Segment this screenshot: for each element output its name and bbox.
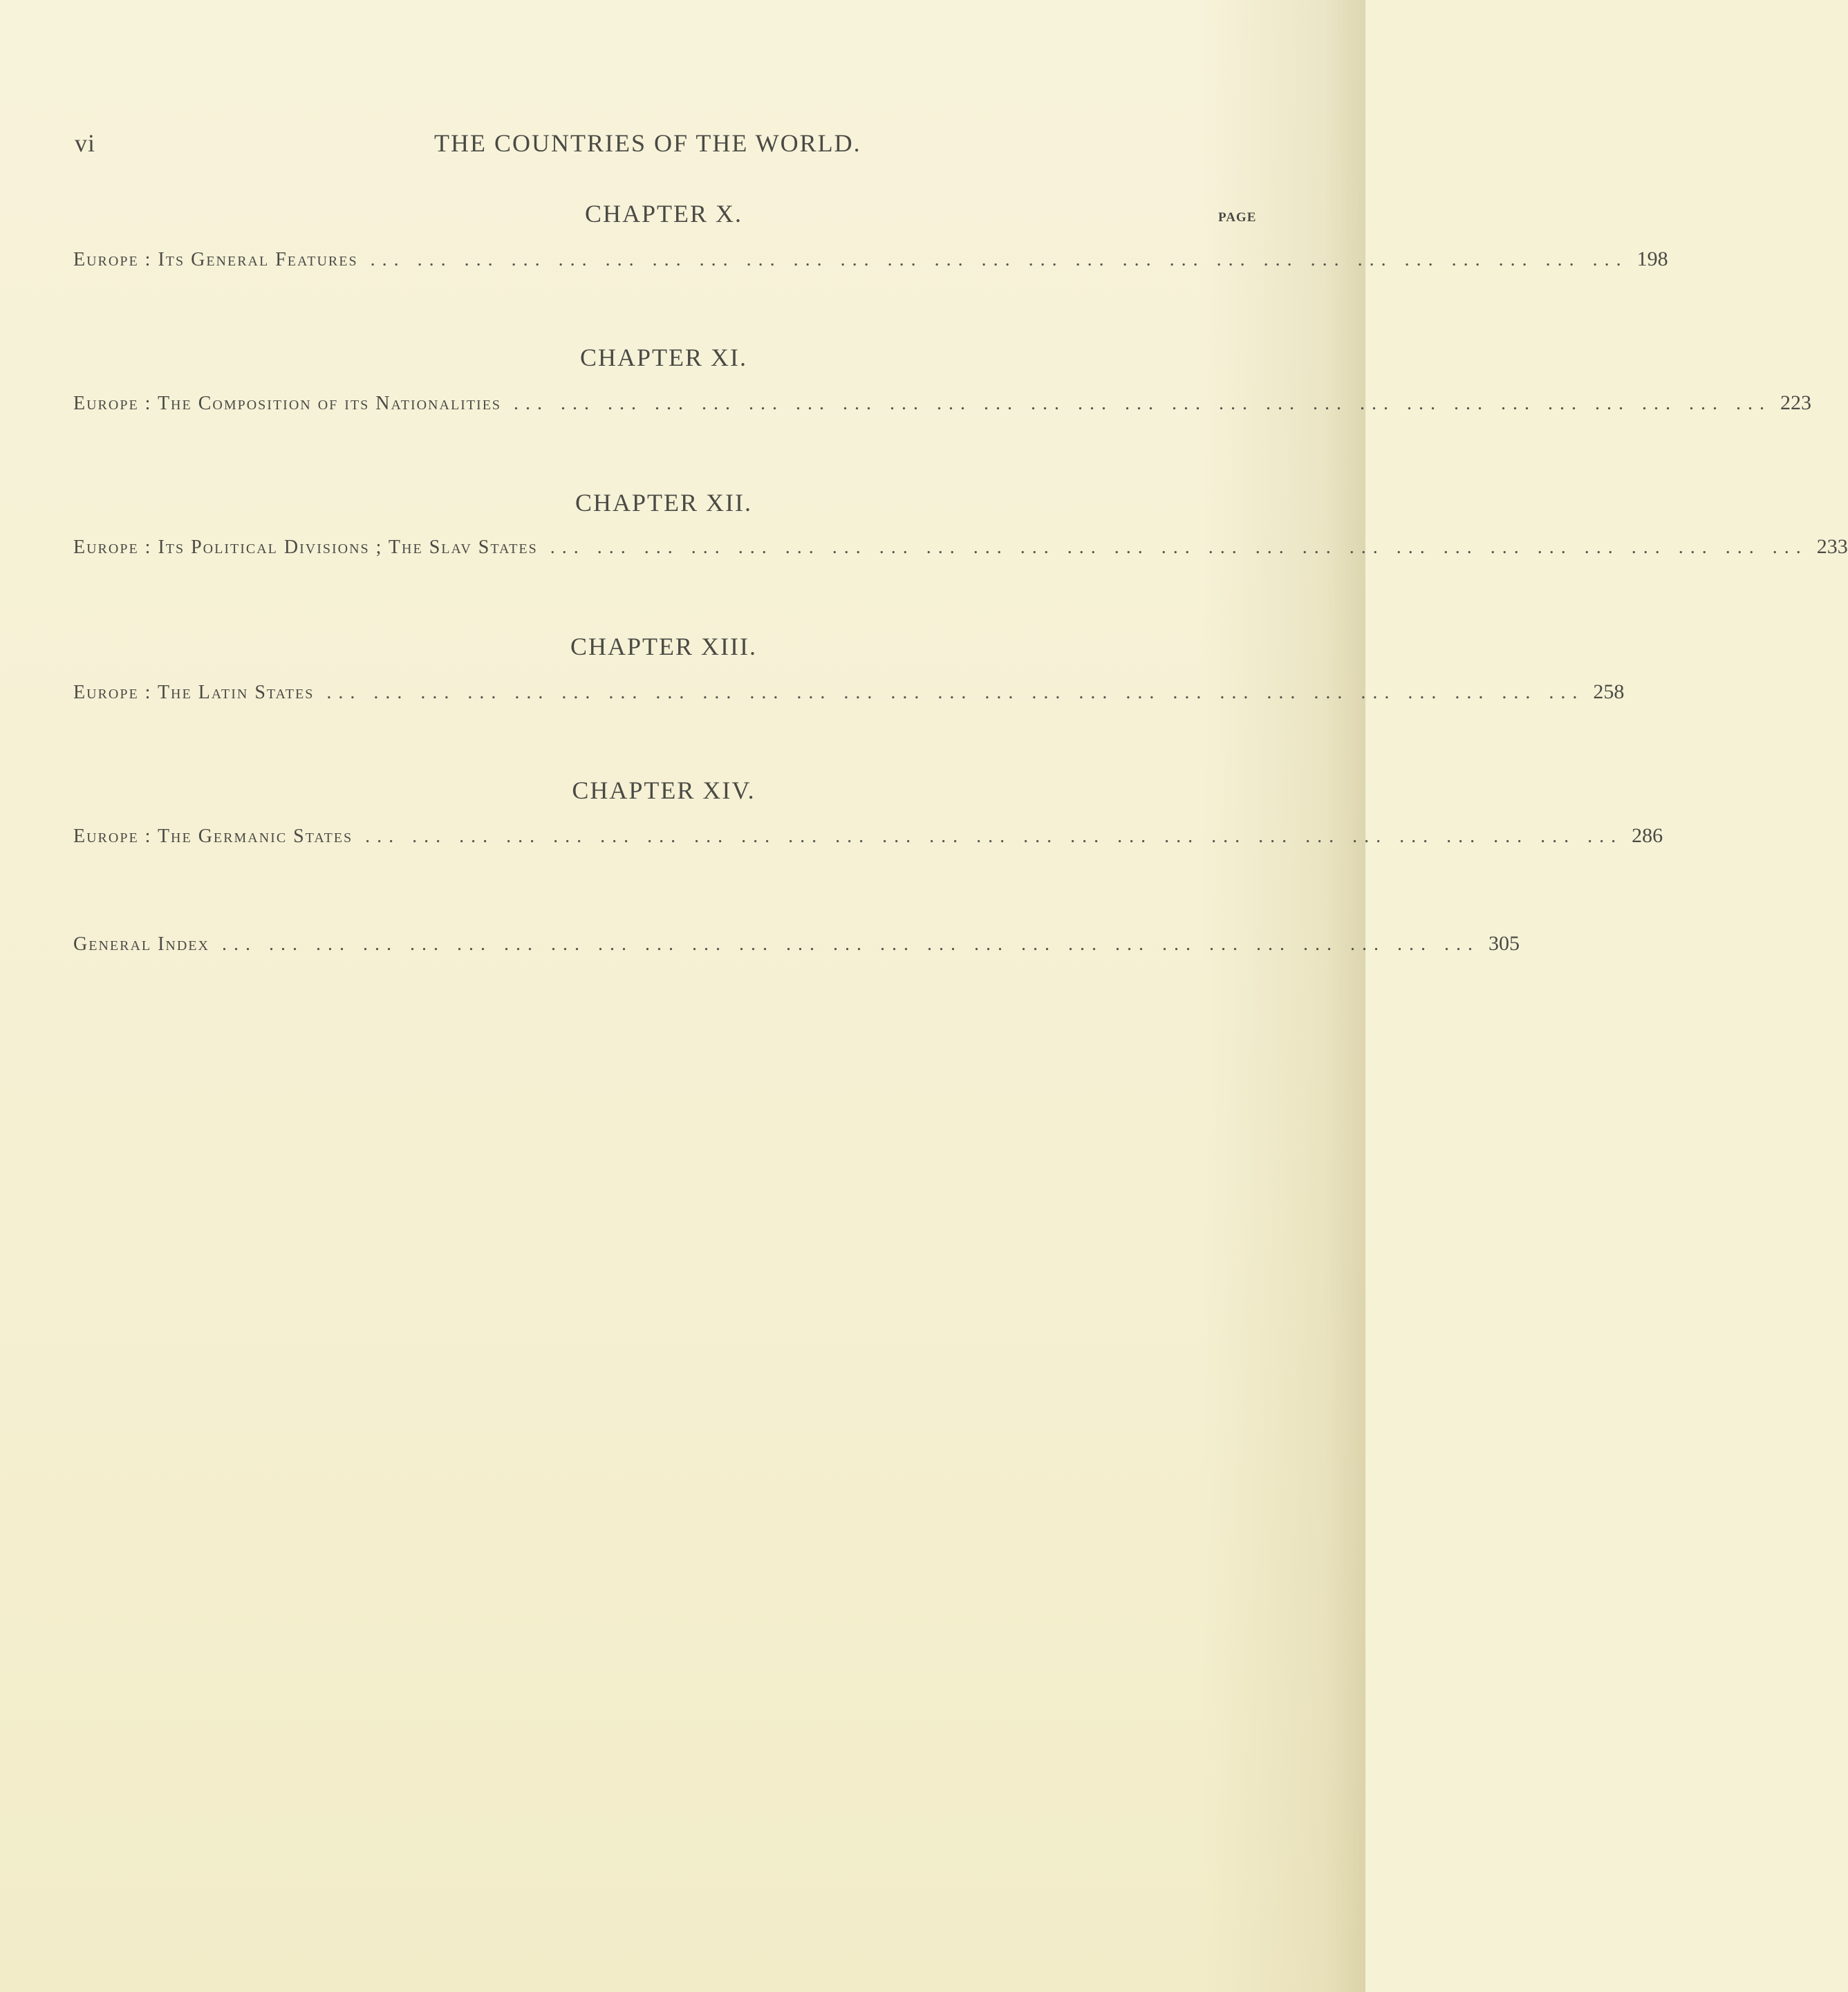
running-head (0, 129, 1365, 159)
chapter-heading: CHAPTER XI. (579, 344, 747, 371)
page-column-label: PAGE (1218, 210, 1257, 225)
index-entry-page: 305 (1488, 932, 1520, 955)
dot-leader: ... ... ... ... ... ... ... ... ... ... ... ... ... ... ... ... ... ... ... ... ... ... ... ... ... ... ... (326, 682, 1585, 703)
toc-entry-page: 223 (1780, 391, 1812, 414)
dot-leader: ... ... ... ... ... ... ... ... ... ... ... ... ... ... ... ... ... ... ... ... ... ... ... ... ... ... ... (550, 537, 1808, 558)
chapter-heading: CHAPTER X. (584, 200, 743, 227)
toc-entry (73, 824, 1663, 855)
index-entry-title: General Index (73, 933, 209, 955)
dot-leader: ... ... ... ... ... ... ... ... ... ... ... ... ... ... ... ... ... ... ... ... ... ... ... ... ... ... ... (514, 393, 1772, 414)
dot-leader: ... ... ... ... ... ... ... ... ... ... ... ... ... ... ... ... ... ... ... ... ... ... ... ... ... ... ... (370, 249, 1628, 270)
toc-entry (73, 391, 1812, 422)
dot-leader: ... ... ... ... ... ... ... ... ... ... ... ... ... ... ... ... ... ... ... ... ... ... ... ... ... ... ... (365, 826, 1623, 847)
toc-entry-title: Europe : Its General Features (73, 249, 358, 270)
toc-entry-page: 233 (1816, 535, 1848, 558)
toc-entry (73, 248, 1668, 278)
chapter-heading: CHAPTER XIII. (570, 633, 757, 660)
chapter-heading: CHAPTER XIV. (572, 776, 756, 804)
toc-entry-title: Europe : Its Political Divisions ; The Slav States (73, 537, 538, 558)
toc-entry (73, 680, 1625, 711)
index-entry (73, 932, 1520, 962)
toc-entry-page: 198 (1636, 248, 1668, 270)
toc-entry-title: Europe : The Germanic States (73, 826, 353, 847)
toc-entry-page: 258 (1593, 680, 1625, 703)
toc-entry-title: Europe : The Composition of its Nationalities (73, 393, 502, 414)
running-title: THE COUNTRIES OF THE WORLD. (434, 129, 861, 157)
chapter-heading: CHAPTER XII. (575, 489, 752, 516)
dot-leader: ... ... ... ... ... ... ... ... ... ... ... ... ... ... ... ... ... ... ... ... ... ... ... ... ... ... ... (221, 933, 1480, 955)
page-folio: vi (75, 129, 96, 157)
toc-entry-title: Europe : The Latin States (73, 682, 315, 703)
toc-entry (73, 535, 1848, 566)
toc-entry-page: 286 (1632, 824, 1663, 847)
